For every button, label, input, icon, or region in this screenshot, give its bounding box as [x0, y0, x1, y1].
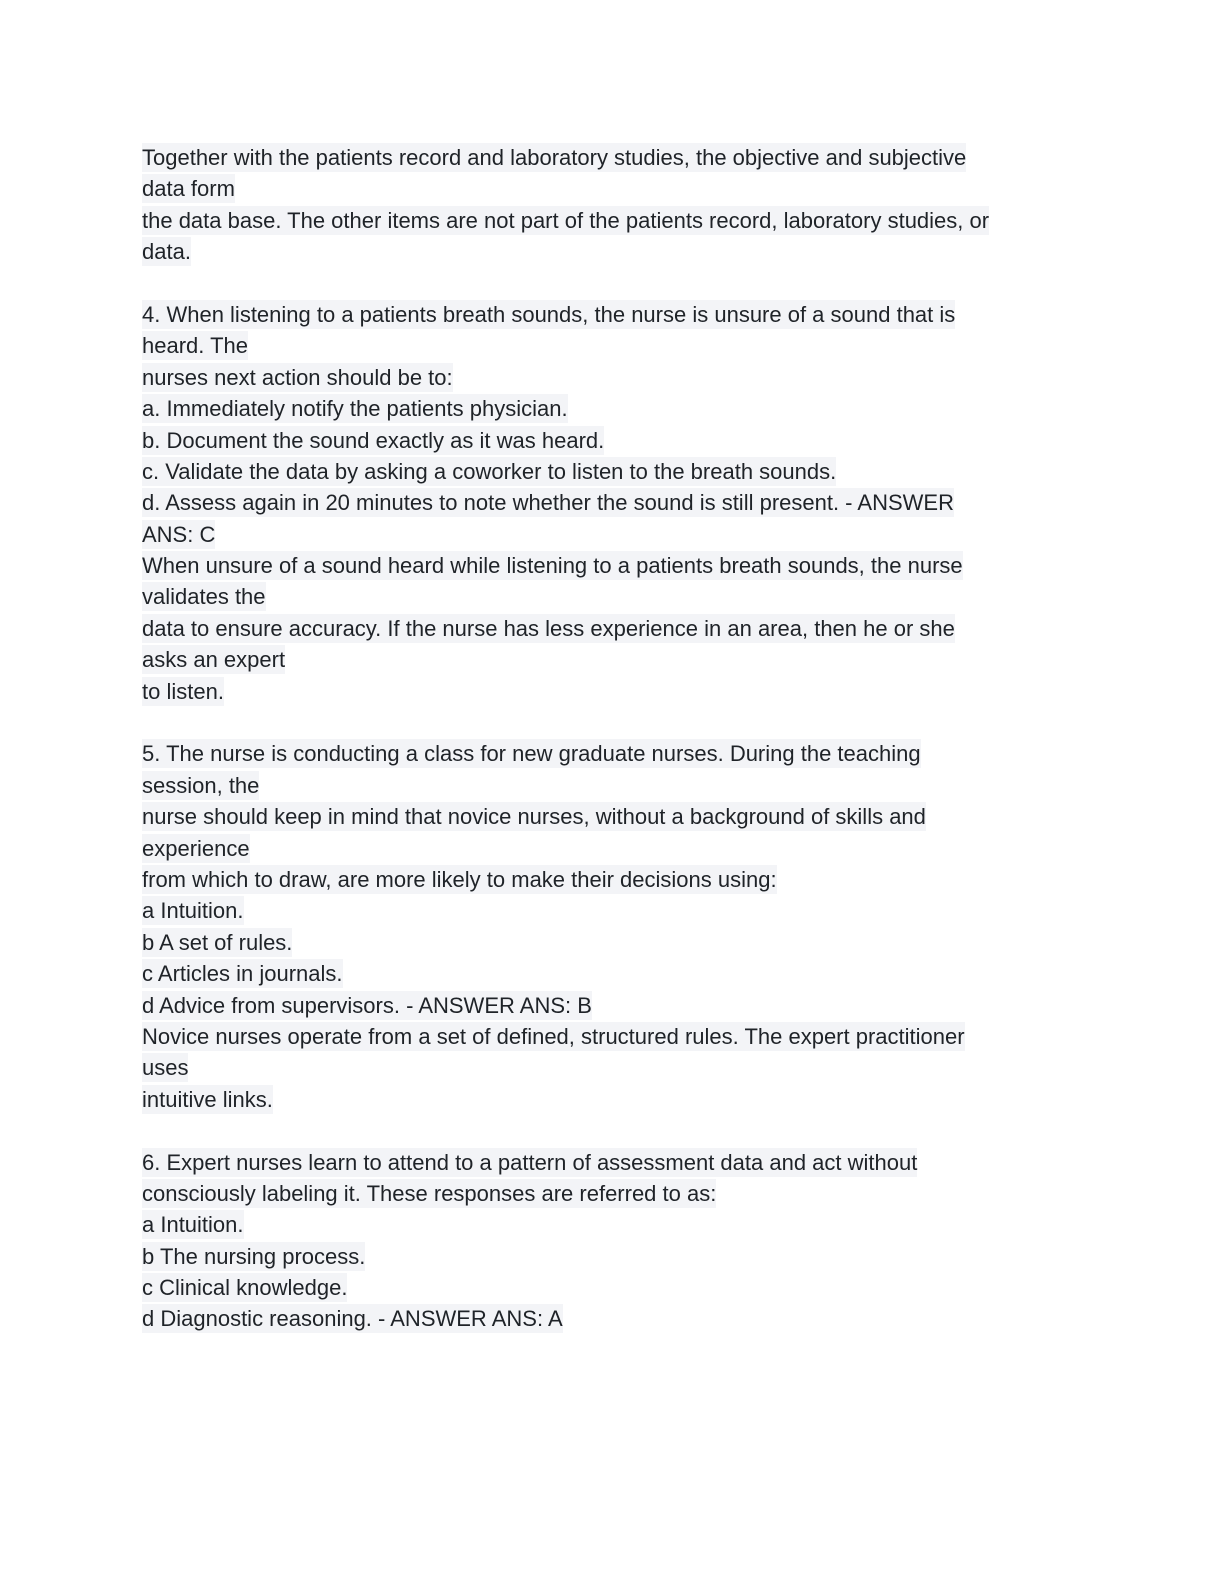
question-stem-line: heard. The — [142, 333, 249, 359]
question-4-block — [142, 299, 1082, 707]
option-b: b A set of rules. — [142, 929, 293, 955]
text-line: data. — [142, 239, 191, 265]
question-5-block — [142, 738, 1082, 1115]
paragraph-gap — [142, 1115, 1082, 1146]
rationale-line: When unsure of a sound heard while listening to a patients breath sounds, the nurse — [142, 553, 963, 579]
rationale-line: to listen. — [142, 678, 224, 704]
option-d: d. Assess again in 20 minutes to note whether the sound is still present. - ANSWER — [142, 490, 954, 516]
rationale-line: Novice nurses operate from a set of defined, structured rules. The expert practitioner — [142, 1023, 965, 1049]
option-d: d Diagnostic reasoning. - ANSWER ANS: A — [142, 1306, 563, 1332]
question-stem-line: 4. When listening to a patients breath sounds, the nurse is unsure of a sound that is — [142, 301, 956, 327]
option-c: c Articles in journals. — [142, 961, 343, 987]
option-a: a. Immediately notify the patients physician. — [142, 396, 568, 422]
option-b: b. Document the sound exactly as it was heard. — [142, 427, 605, 453]
option-a: a Intuition. — [142, 1212, 244, 1238]
option-a: a Intuition. — [142, 898, 244, 924]
question-6-block — [142, 1147, 1082, 1335]
rationale-line: data to ensure accuracy. If the nurse has less experience in an area, then he or she — [142, 615, 955, 641]
question-stem-line: nurse should keep in mind that novice nurses, without a background of skills and — [142, 804, 926, 830]
option-c: c Clinical knowledge. — [142, 1275, 348, 1301]
question-stem-line: from which to draw, are more likely to make their decisions using: — [142, 866, 777, 892]
question-stem-line: 6. Expert nurses learn to attend to a pattern of assessment data and act without — [142, 1149, 918, 1175]
rationale-line: asks an expert — [142, 647, 286, 673]
option-c: c. Validate the data by asking a coworker to listen to the breath sounds. — [142, 458, 837, 484]
document-page — [142, 142, 1082, 1335]
rationale-line: validates the — [142, 584, 266, 610]
question-stem-line: nurses next action should be to: — [142, 364, 453, 390]
rationale-line: intuitive links. — [142, 1086, 273, 1112]
paragraph-gap — [142, 707, 1082, 738]
text-line: Together with the patients record and laboratory studies, the objective and subjective — [142, 145, 967, 170]
text-line: the data base. The other items are not part of the patients record, laboratory studies, or — [142, 207, 990, 233]
option-d: d Advice from supervisors. - ANSWER ANS: B — [142, 992, 592, 1018]
option-b: b The nursing process. — [142, 1243, 366, 1269]
rationale-line: uses — [142, 1055, 189, 1081]
question-stem-line: consciously labeling it. These responses are referred to as: — [142, 1180, 717, 1206]
question-stem-line: 5. The nurse is conducting a class for new graduate nurses. During the teaching — [142, 741, 921, 767]
question-stem-line: session, the — [142, 772, 260, 798]
rationale-q3-block — [142, 142, 1082, 268]
text-line: data form — [142, 176, 235, 202]
paragraph-gap — [142, 268, 1082, 299]
question-stem-line: experience — [142, 835, 250, 861]
answer-line: ANS: C — [142, 521, 216, 547]
